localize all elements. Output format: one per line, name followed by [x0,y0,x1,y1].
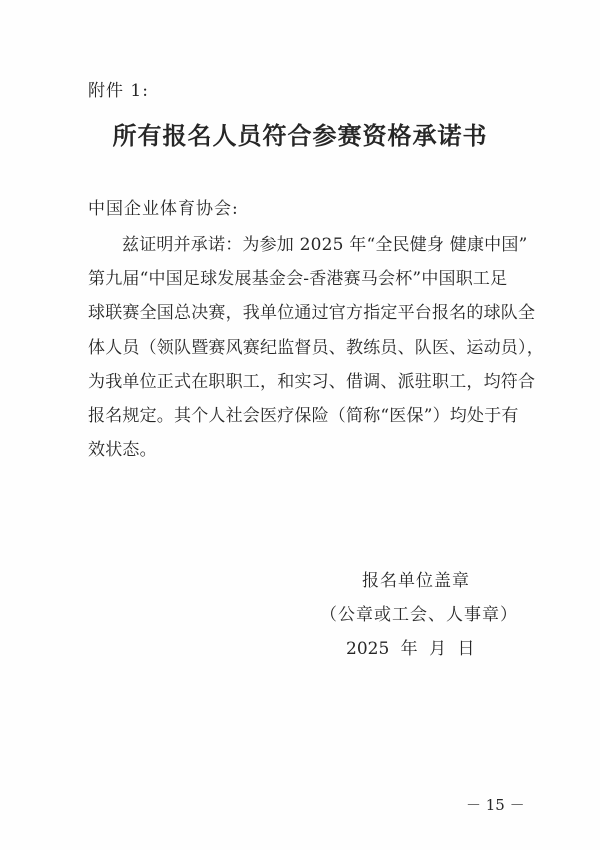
body-line: 第九届“中国足球发展基金会-香港赛马会杯”中国职工足 [88,269,508,289]
date-line: 2025 年 月 日 [346,639,475,659]
body-line: 兹证明并承诺：为参加 2025 年“全民健身 健康中国” [122,235,528,255]
body-line: 效状态。 [88,440,157,460]
body-line: 为我单位正式在职职工，和实习、借调、派驻职工，均符合 [88,372,536,392]
addressee: 中国企业体育协会: [88,199,239,219]
page-number: － 15 － [466,796,525,814]
body-line: 球联赛全国总决赛，我单位通过官方指定平台报名的球队全 [88,303,536,323]
body-line: 体人员（领队暨赛风赛纪监督员、教练员、队医、运动员）， [88,338,544,358]
seal-line: 报名单位盖章 [362,571,470,591]
attachment-label: 附件 1: [88,81,149,101]
body-line: 报名规定。其个人社会医疗保险（简称“医保”）均处于有 [88,406,519,426]
document-title: 所有报名人员符合参赛资格承诺书 [112,121,488,150]
seal-note: （公章或工会、人事章） [320,605,518,625]
